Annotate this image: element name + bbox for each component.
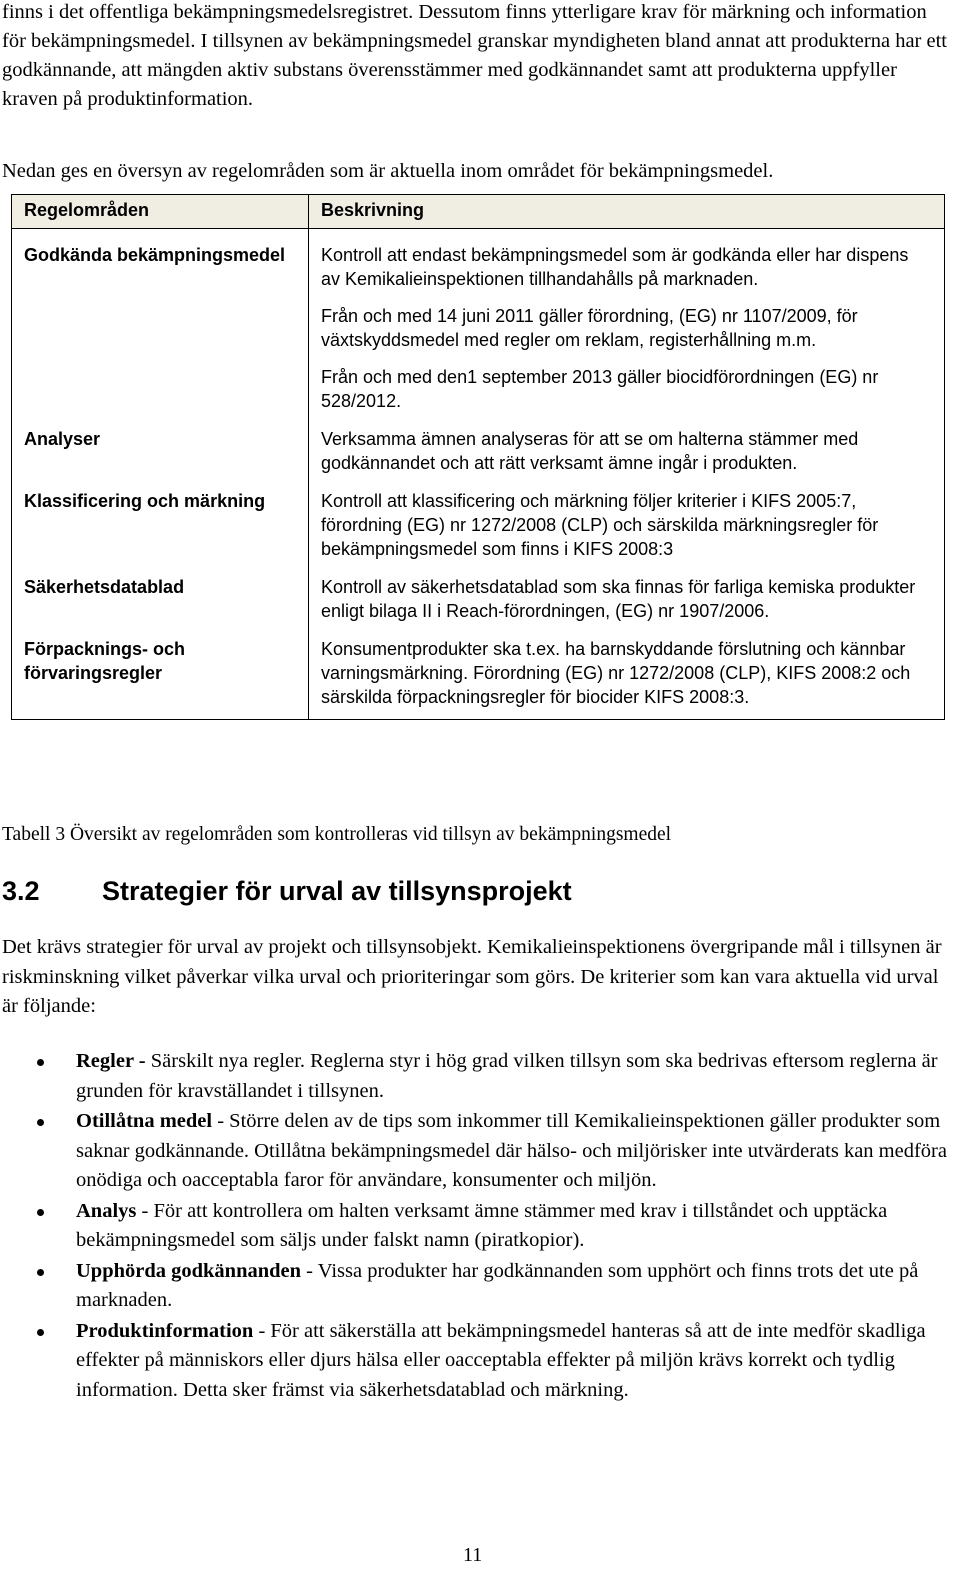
criterion-term: Analys bbox=[76, 1199, 137, 1222]
list-item bbox=[0, 1197, 954, 1256]
criteria-list bbox=[0, 1047, 954, 1406]
description-cell bbox=[309, 413, 945, 475]
list-item bbox=[0, 1107, 954, 1196]
criterion-text: - Större delen av de tips som inkommer till Kemikalieinspektionen gäller produkter som saknar godkännande. Otillåtna bekämpningsmedel där hälso- och miljörisker inte utvärderats kan medföra onödiga och oacceptabla faror för användare, konsumenter och miljön. bbox=[76, 1110, 947, 1191]
area-cell: Klassificering och märkning bbox=[12, 475, 309, 561]
list-item bbox=[0, 1047, 954, 1106]
description-text: Konsumentprodukter ska t.ex. ha barnskyddande förslutning och kännbar varningsmärkning. Förordning (EG) nr 1272/2008 (CLP), KIFS 2008:2 och särskilda förpackningsregler för biocider KIFS 2008:3. bbox=[321, 639, 911, 707]
bullet-icon bbox=[37, 1329, 44, 1336]
table-header-row bbox=[12, 195, 945, 229]
criterion-text: - Vissa produkter har godkännanden som upphört och finns trots det ute på marknaden. bbox=[76, 1259, 919, 1311]
bullet-icon bbox=[37, 1209, 44, 1216]
table-row bbox=[12, 413, 945, 475]
criterion-term: Regler - bbox=[76, 1050, 146, 1072]
description-text: Kontroll att klassificering och märkning följer kriterier i KIFS 2005:7, förordning (EG) nr 1272/2008 (CLP) och särskilda märkningsregler för bekämpningsmedel som finns i KIFS 2008:3 bbox=[321, 491, 879, 559]
description-cell bbox=[309, 561, 945, 623]
section-heading bbox=[2, 871, 572, 911]
description-cell bbox=[309, 475, 945, 561]
criterion-term: Upphörda godkännanden bbox=[76, 1259, 302, 1282]
table-row bbox=[12, 229, 945, 414]
area-cell: Analyser bbox=[12, 413, 309, 475]
area-cell: Säkerhetsdatablad bbox=[12, 561, 309, 623]
intro-text: finns i det offentliga bekämpningsmedelsregistret. Dessutom finns ytterligare krav för märkning och information för bekämpningsmedel. I tillsynen av bekämpningsmedel granskar myndigheten bland annat att produkterna har ett godkännande, att mängden aktiv substans överensstämmer med godkännandet samt att produkterna uppfyller kraven på produktinformation. bbox=[2, 1, 948, 110]
bullet-icon bbox=[37, 1119, 44, 1126]
area-cell: Godkända bekämpningsmedel bbox=[12, 229, 309, 414]
page-number: 11 bbox=[463, 1544, 483, 1566]
criterion-text: Särskilt nya regler. Reglerna styr i hög grad vilken tillsyn som ska bedrivas eftersom reglerna är grunden för kravställandet i tillsynen. bbox=[76, 1050, 938, 1102]
criterion-text: - För att kontrollera om halten verksamt ämne stämmer med krav i tillståndet och upptäcka bekämpningsmedel som säljs under falskt namn (piratkopior). bbox=[76, 1199, 888, 1251]
table-row bbox=[12, 475, 945, 561]
description-text: Kontroll att endast bekämpningsmedel som är godkända eller har dispens av Kemikalieinspektionen tillhandahålls på marknaden. bbox=[321, 245, 909, 289]
description-cell bbox=[309, 623, 945, 720]
description-text: Från och med 14 juni 2011 gäller förordning, (EG) nr 1107/2009, för växtskyddsmedel med regler om reklam, registerhållning m.m. bbox=[321, 306, 858, 350]
bullet-icon bbox=[37, 1269, 44, 1276]
criterion-term: Produktinformation bbox=[76, 1319, 254, 1342]
description-text: Kontroll av säkerhetsdatablad som ska finnas för farliga kemiska produkter enligt bilaga II i Reach-förordningen, (EG) nr 1907/2006. bbox=[321, 577, 916, 621]
area-cell: Förpacknings- och förvaringsregler bbox=[12, 623, 309, 720]
regulation-areas-table bbox=[11, 194, 945, 720]
list-item bbox=[0, 1257, 954, 1316]
section-paragraph: Det krävs strategier för urval av projekt och tillsynsobjekt. Kemikalieinspektionens övergripande mål i tillsynen är riskminskning vilket påverkar vilka urval och prioriteringar som görs. De kriterier som kan vara aktuella vid urval är följande: bbox=[2, 936, 942, 1017]
column-header-area: Regelområden bbox=[12, 195, 309, 229]
table-row bbox=[12, 623, 945, 720]
table-lead-sentence: Nedan ges en översyn av regelområden som är aktuella inom området för bekämpningsmedel. bbox=[2, 160, 774, 182]
table-row bbox=[12, 561, 945, 623]
description-cell bbox=[309, 229, 945, 414]
section-number: 3.2 bbox=[2, 876, 40, 906]
criterion-term: Otillåtna medel bbox=[76, 1110, 213, 1132]
list-item bbox=[0, 1317, 954, 1406]
column-header-description: Beskrivning bbox=[309, 195, 945, 229]
table-caption: Tabell 3 Översikt av regelområden som kontrolleras vid tillsyn av bekämpningsmedel bbox=[2, 824, 672, 845]
description-text: Verksamma ämnen analyseras för att se om halterna stämmer med godkännandet och att rätt verksamt ämne ingår i produkten. bbox=[321, 429, 859, 473]
intro-paragraph bbox=[2, 0, 954, 114]
section-title: Strategier för urval av tillsynsprojekt bbox=[102, 876, 572, 906]
bullet-icon bbox=[37, 1059, 44, 1066]
description-text: Från och med den1 september 2013 gäller biocidförordningen (EG) nr 528/2012. bbox=[321, 367, 879, 411]
criterion-text: - För att säkerställa att bekämpningsmedel hanteras så att de inte medför skadliga effekter på människors eller djurs hälsa eller oacceptabla effekter på miljön krävs korrekt och tydlig information. Detta sker främst via säkerhetsdatablad och märkning. bbox=[76, 1319, 926, 1401]
